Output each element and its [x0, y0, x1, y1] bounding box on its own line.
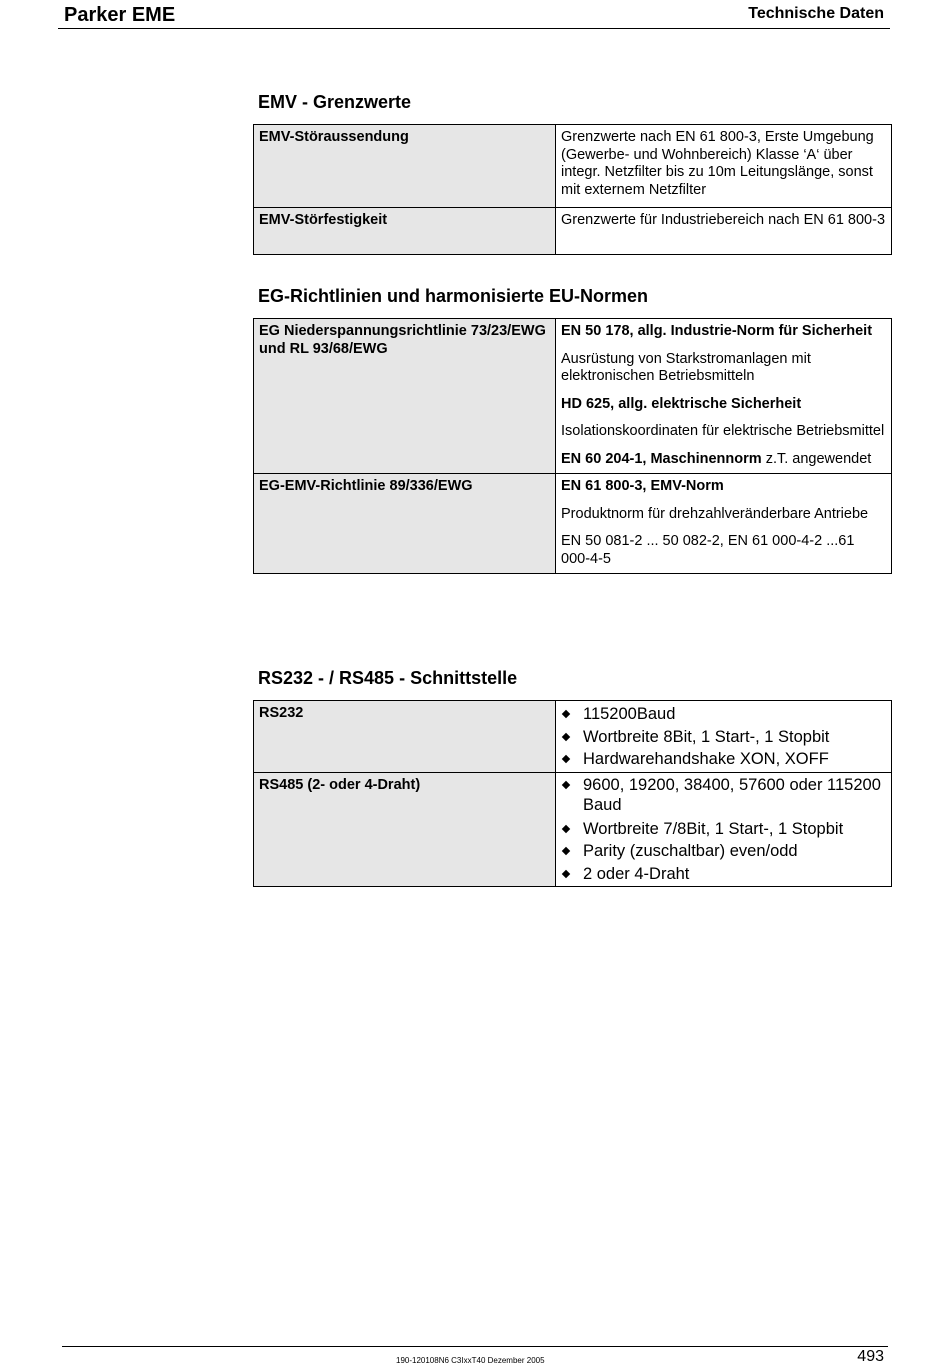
- bullet-diamond-icon: [562, 869, 570, 877]
- rs485-list: [561, 775, 886, 886]
- norm-en60204: [561, 451, 886, 469]
- rs485-values: [556, 772, 892, 887]
- list-item: Wortbreite 7/8Bit, 1 Start-, 1 Stopbit: [561, 818, 886, 841]
- header-section-title: Technische Daten: [748, 5, 884, 22]
- footer-doc-id: 190-120108N6 C3IxxT40 Dezember 2005: [396, 1356, 545, 1365]
- table-row: [254, 772, 892, 887]
- norm-hd625: HD 625, allg. elektrische Sicherheit: [561, 395, 802, 412]
- footer-divider: [62, 1346, 888, 1347]
- rs232-label: RS232: [254, 701, 556, 773]
- rs-table: [253, 700, 892, 887]
- table-row: [254, 125, 892, 208]
- list-item: Wortbreite 8Bit, 1 Start-, 1 Stopbit: [561, 726, 886, 749]
- eg-niederspannung-label: EG Niederspannungsrichtlinie 73/23/EWG und RL 93/68/EWG: [254, 319, 556, 474]
- emv-table: [253, 124, 892, 255]
- eg-emv-values: [556, 474, 892, 574]
- emv-stoeraussendung-value: Grenzwerte nach EN 61 800-3, Erste Umgebung (Gewerbe- und Wohnbereich) Klasse ‘A‘ über integr. Netzfilter bis zu 10m Leitungslänge, sonst mit externem Netzfilter: [556, 125, 892, 208]
- emv-stoerfestigkeit-label: EMV-Störfestigkeit: [254, 208, 556, 255]
- header-brand: Parker EME: [64, 4, 176, 26]
- rs232-list: [561, 703, 886, 771]
- rs485-label: RS485 (2- oder 4-Draht): [254, 772, 556, 887]
- norm-en50081: EN 50 081-2 ... 50 082-2, EN 61 000-4-2 ...61 000-4-5: [561, 533, 855, 567]
- bullet-diamond-icon: [562, 847, 570, 855]
- table-row: [254, 208, 892, 255]
- bullet-diamond-icon: [562, 755, 570, 763]
- emv-section-title: EMV - Grenzwerte: [258, 92, 412, 112]
- page-number: 493: [857, 1348, 884, 1365]
- bullet-diamond-icon: [562, 824, 570, 832]
- bullet-diamond-icon: [562, 732, 570, 740]
- norm-en50178-desc: Ausrüstung von Starkstromanlagen mit elektronischen Betriebsmitteln: [561, 350, 811, 384]
- norm-hd625-desc: Isolationskoordinaten für elektrische Betriebsmittel: [561, 423, 885, 439]
- emv-stoerfestigkeit-value: Grenzwerte für Industriebereich nach EN 61 800-3: [556, 208, 892, 255]
- list-item: Parity (zuschaltbar) even/odd: [561, 840, 886, 863]
- table-row: [254, 319, 892, 474]
- norm-en60204-bold: EN 60 204-1, Maschinennorm: [561, 450, 762, 467]
- table-row: [254, 701, 892, 773]
- rs-section-title: RS232 - / RS485 - Schnittstelle: [258, 668, 518, 688]
- bullet-diamond-icon: [562, 780, 570, 788]
- list-item: 9600, 19200, 38400, 57600 oder 115200 Baud: [561, 775, 886, 815]
- eg-table: [253, 318, 892, 574]
- eg-niederspannung-values: [556, 319, 892, 474]
- list-item: 115200Baud: [561, 703, 886, 726]
- norm-en61800-desc: Produktnorm für drehzahlveränderbare Antriebe: [561, 505, 869, 522]
- emv-stoeraussendung-label: EMV-Störaussendung: [254, 125, 556, 208]
- eg-emv-label: EG-EMV-Richtlinie 89/336/EWG: [254, 474, 556, 574]
- list-item: 2 oder 4-Draht: [561, 863, 886, 886]
- norm-en61800: EN 61 800-3, EMV-Norm: [561, 478, 724, 494]
- table-row: [254, 474, 892, 574]
- header-divider: [58, 28, 890, 29]
- norm-en50178: EN 50 178, allg. Industrie-Norm für Sicherheit: [561, 323, 873, 339]
- rs232-values: [556, 701, 892, 773]
- list-item: Hardwarehandshake XON, XOFF: [561, 748, 886, 771]
- bullet-diamond-icon: [562, 710, 570, 718]
- norm-en60204-rest: z.T. angewendet: [761, 450, 872, 467]
- eg-section-title: EG-Richtlinien und harmonisierte EU-Normen: [258, 286, 649, 306]
